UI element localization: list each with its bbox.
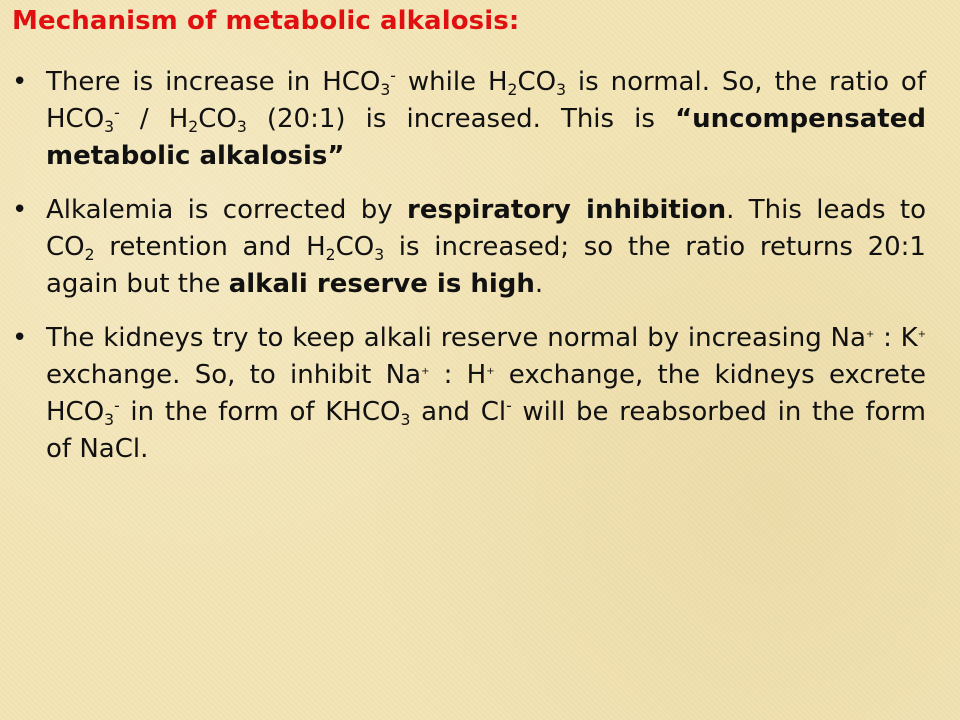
subscript: 3 [556, 81, 566, 100]
text-run: retention and H [94, 232, 326, 262]
text-run: is normal. So, the ratio of HCO [46, 67, 926, 134]
text-run: CO [198, 104, 237, 134]
subscript: 3 [380, 81, 391, 100]
bullet-item-2 [0, 192, 960, 303]
subscript: 3 [104, 411, 115, 430]
superscript: + [421, 366, 430, 378]
text-run: : K [874, 323, 918, 353]
text-run: will be reabsorbed in the form of NaCl. [46, 397, 926, 464]
bullet-item-3 [0, 320, 960, 468]
text-run: exchange, the kidneys excrete HCO [46, 360, 927, 427]
bullet-list [0, 64, 960, 485]
text-run: CO [517, 67, 557, 97]
text-run: exchange. So, to inhibit Na [46, 360, 422, 390]
text-run: The kidneys try to keep alkali reserve normal by increasing Na [46, 323, 866, 353]
subscript: 3 [374, 246, 385, 265]
superscript: - [114, 397, 120, 416]
superscript: - [390, 67, 396, 86]
bullet-dot-icon: • [12, 195, 28, 225]
bold-text: “uncompensated metabolic alkalosis” [46, 104, 926, 171]
superscript: - [506, 397, 512, 416]
subscript: 3 [236, 118, 247, 137]
subscript: 3 [400, 411, 411, 430]
superscript: + [917, 329, 926, 341]
bold-text: respiratory inhibition [407, 195, 727, 225]
subscript: 2 [188, 118, 199, 137]
text-run: and Cl [410, 397, 507, 427]
bullet-item-1 [0, 64, 960, 175]
bullet-dot-icon: • [12, 323, 28, 353]
superscript: + [865, 329, 875, 341]
text-run: Alkalemia is corrected by [46, 195, 407, 225]
subscript: 2 [84, 246, 95, 265]
subscript: 2 [507, 81, 518, 100]
text-run: There is increase in HCO [46, 67, 381, 97]
text-run: CO [335, 232, 375, 262]
text-run: while H [395, 67, 508, 97]
text-run: is increased; so the ratio returns 20:1 again but the [46, 232, 926, 299]
text-run: . This leads to CO [46, 195, 926, 262]
bold-text: alkali reserve is high [228, 269, 535, 299]
superscript: - [114, 104, 120, 123]
bullet-dot-icon: • [12, 67, 28, 97]
slide-title: Mechanism of metabolic alkalosis: [12, 6, 520, 36]
text-run: / H [119, 104, 189, 134]
text-run: (20:1) is increased. This is [246, 104, 676, 134]
superscript: + [486, 366, 495, 378]
text-run: : H [429, 360, 487, 390]
text-run: . [534, 269, 544, 299]
subscript: 2 [325, 246, 336, 265]
text-run: in the form of KHCO [119, 397, 401, 427]
subscript: 3 [104, 118, 115, 137]
